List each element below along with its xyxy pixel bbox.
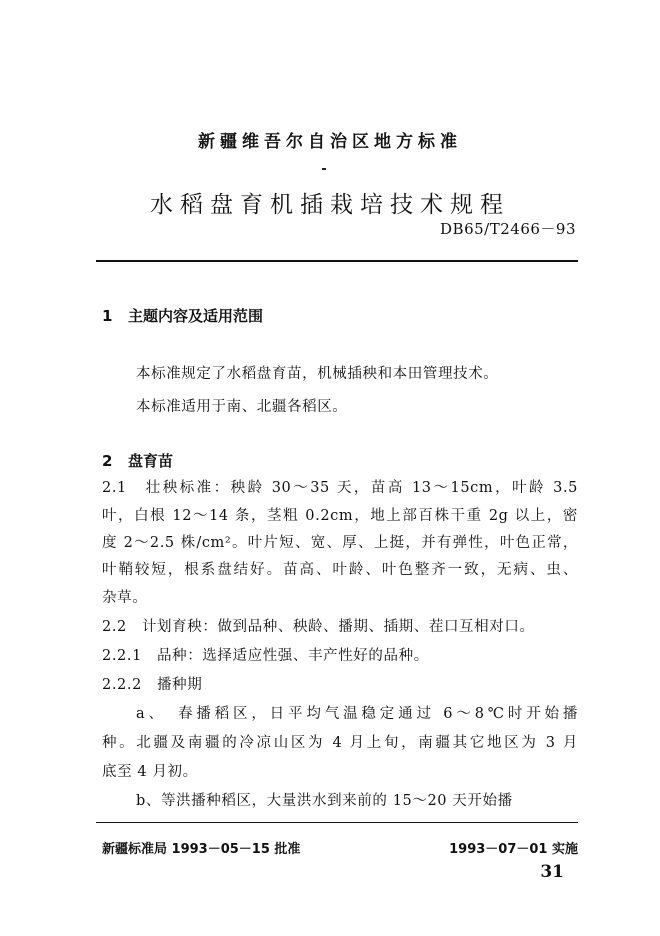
paragraph-line: 叶鞘较短，根系盘结好。苗高、叶龄、叶色整齐一致，无病、虫、 — [102, 562, 578, 578]
section-number: 2 — [102, 452, 113, 470]
paragraph-line: 本标准适用于南、北疆各稻区。 — [136, 399, 348, 415]
approval-date: 新疆标准局 1993－05－15 批准 — [102, 842, 301, 857]
effective-date: 1993－07－01 实施 — [449, 842, 578, 857]
section-2-heading — [102, 450, 173, 471]
subsection-2-2: 2.2 计划育秧：做到品种、秧龄、播期、插期、茬口互相对口。 — [102, 619, 535, 635]
standard-code: DB65/T2466－93 — [440, 220, 576, 238]
subsection-2-2-2: 2.2.2 播种期 — [102, 677, 203, 693]
footer-divider — [96, 822, 578, 823]
paragraph-line: 杂草。 — [102, 590, 148, 606]
paragraph-line: 种。北疆及南疆的冷凉山区为 4 月上旬，南疆其它地区为 3 月 — [102, 735, 578, 751]
document-title: 水稻盘育机插栽培技术规程 — [150, 192, 510, 218]
page-number: 31 — [540, 862, 564, 882]
section-number: 1 — [102, 307, 113, 325]
issuing-organization: 新疆维吾尔自治区地方标准 — [198, 132, 462, 152]
paragraph-line: b、等洪播种稻区，大量洪水到来前的 15～20 天开始播 — [136, 793, 513, 809]
paragraph-line: 叶，白根 12～14 条，茎粗 0.2cm，地上部百株干重 2g 以上，密 — [102, 508, 578, 524]
paragraph-line: 底至 4 月初。 — [102, 764, 198, 780]
header-divider — [96, 260, 578, 262]
section-title: 主题内容及适用范围 — [128, 307, 264, 325]
section-1-heading — [102, 305, 263, 326]
title-mark — [322, 168, 326, 170]
subsection-2-2-1: 2.2.1 品种：选择适应性强、丰产性好的品种。 — [102, 648, 429, 664]
paragraph-line: 度 2～2.5 株/cm²。叶片短、宽、厚、上挺，并有弹性，叶色正常， — [102, 535, 578, 551]
paragraph-line: 2.1 壮秧标准：秧龄 30～35 天，苗高 13～15cm，叶龄 3.5 — [102, 480, 578, 496]
section-title: 盘育苗 — [128, 452, 174, 470]
paragraph-line: 本标准规定了水稻盘育苗，机械插秧和本田管理技术。 — [136, 366, 499, 382]
paragraph-line: a、 春播稻区，日平均气温稳定通过 6～8℃时开始播 — [136, 706, 578, 722]
